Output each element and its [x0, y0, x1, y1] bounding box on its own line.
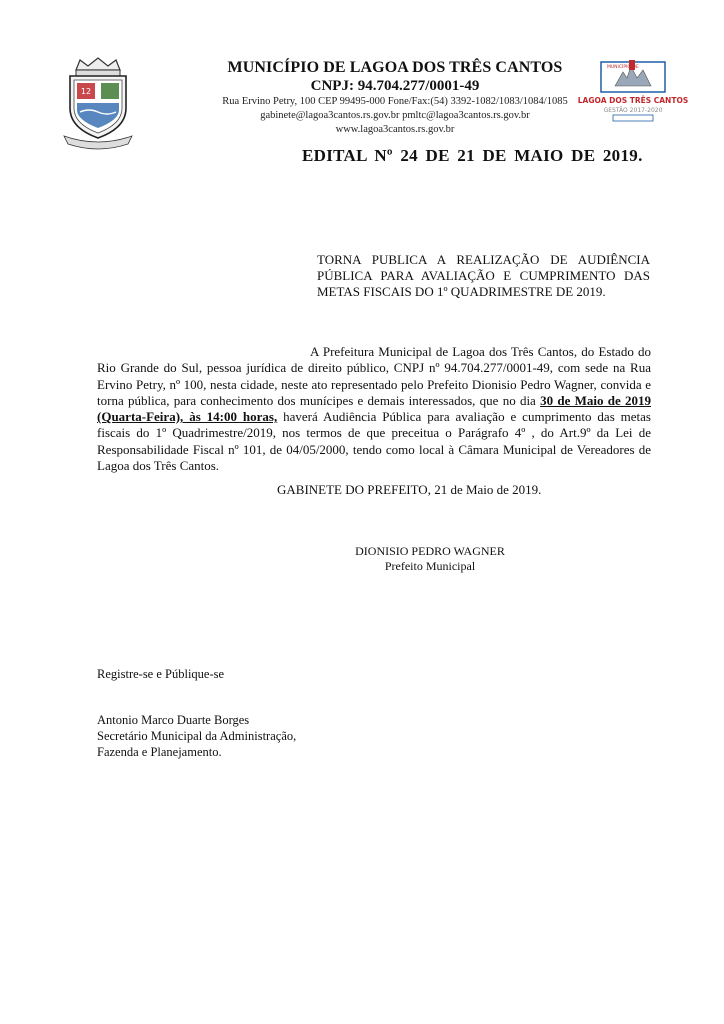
logo-top-text: MUNICÍPIO DE: [607, 65, 639, 70]
letterhead: [205, 58, 585, 137]
logo-gestao-text: GESTÃO 2017-2020: [603, 107, 663, 114]
cnpj-line: CNPJ: 94.704.277/0001-49: [310, 78, 480, 94]
secretary-role-line2: Fazenda e Planejamento.: [97, 745, 222, 759]
signer-name: DIONISIO PEDRO WAGNER: [355, 544, 505, 558]
administration-logo: [577, 58, 689, 124]
address-line: Rua Ervino Petry, 100 CEP 99495-000 Fone/Fax:(54) 3392-1082/1083/1084/1085: [222, 96, 568, 107]
municipality-title: MUNICÍPIO DE LAGOA DOS TRÊS CANTOS: [227, 59, 563, 76]
logo-name-text: LAGOA DOS TRÊS CANTOS: [577, 96, 689, 105]
body-paragraph: [97, 344, 651, 474]
body-text-part2: haverá Audiência Pública para avaliação e cumprimento das metas fiscais do 1º Quadrimestre/2019, nos termos de que preceitua o Parágrafo 4º , do Art.9º da Lei de Responsabilidade Fiscal nº 101, de 04/05/2000, tendo como local à Câmara Municipal de Vereadores de Lagoa dos Três Cantos.: [97, 409, 651, 474]
ementa-summary: TORNA PUBLICA A REALIZAÇÃO DE AUDIÊNCIA PÚBLICA PARA AVALIAÇÃO E CUMPRIMENTO DAS METAS FISCAIS DO 1º QUADRIMESTRE DE 2019.: [317, 252, 650, 299]
coat-of-arms-emblem: [62, 56, 134, 146]
svg-text:12: 12: [80, 87, 92, 96]
hearing-date-highlight: 30 de Maio de 2019 (Quarta-Feira), às 14:00 horas,: [97, 392, 651, 425]
signer-role: Prefeito Municipal: [384, 559, 476, 573]
secretary-block: [97, 712, 296, 760]
secretary-role-line1: Secretário Municipal da Administração,: [97, 729, 297, 743]
body-text-part1: A Prefeitura Municipal de Lagoa dos Três Cantos, do Estado do Rio Grande do Sul, pessoa jurídica de direito público, CNPJ nº 94.704.277/0001-49, com sede na Rua Ervino Petry, nº 100, nesta cidade, neste ato representado pelo Prefeito Dionisio Pedro Wagner, convida e torna pública, para conhecimento dos munícipes e demais interessados, que no dia: [97, 344, 651, 408]
edital-title: EDITAL Nº 24 DE 21 DE MAIO DE 2019.: [302, 146, 643, 165]
gabinete-date-line: GABINETE DO PREFEITO, 21 de Maio de 2019.: [277, 482, 542, 497]
website-line: www.lagoa3cantos.rs.gov.br: [335, 124, 455, 135]
email-line: gabinete@lagoa3cantos.rs.gov.br pmltc@lagoa3cantos.rs.gov.br: [260, 110, 530, 121]
secretary-name: Antonio Marco Duarte Borges: [97, 713, 250, 727]
signature-block: [330, 544, 530, 574]
registre-line: Registre-se e Públique-se: [97, 667, 225, 681]
